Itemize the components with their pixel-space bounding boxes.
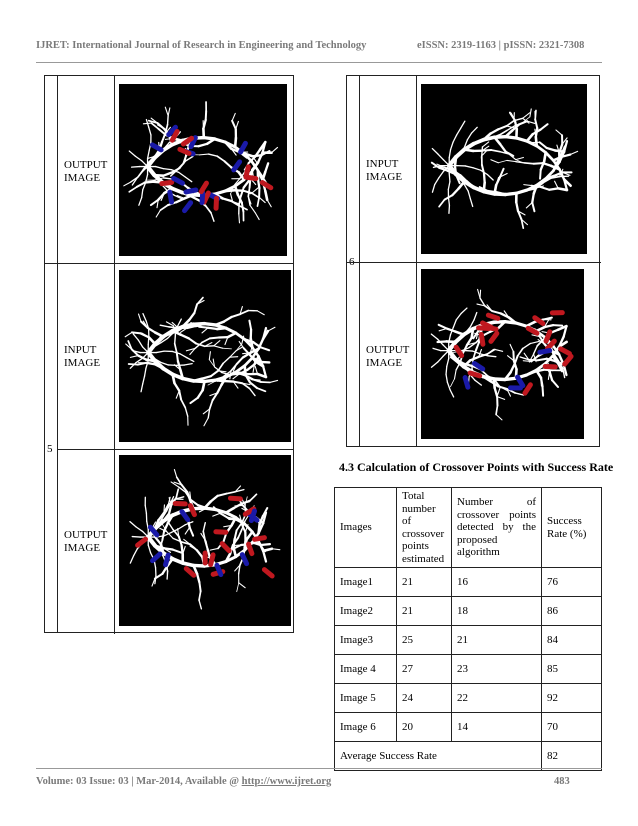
right-image-table [346,75,600,447]
row-label: OUTPUT IMAGE [366,344,410,369]
header-success: Success Rate (%) [542,488,602,568]
journal-link[interactable]: http://www.ijret.org [241,776,332,787]
row-number: 5 [47,443,53,455]
table-row: Image 6 20 14 70 [335,713,602,742]
footer-rule [36,768,602,769]
table-header-row [335,488,602,568]
row-label: INPUT IMAGE [64,344,101,369]
row-label: INPUT IMAGE [366,158,403,183]
retina-input-image [421,84,587,254]
average-label: Average Success Rate [335,742,542,771]
row-label: OUTPUT IMAGE [64,159,108,184]
crossover-results-table [334,487,602,771]
retina-output-image [119,455,291,626]
header-detected: Number of crossover points detected by the proposed algorithm [452,488,542,568]
table-row: Image2 21 18 86 [335,597,602,626]
output-image-row [58,449,294,634]
journal-header: IJRET: International Journal of Research in Engineering and Technology [36,40,367,51]
row-number-column [347,76,360,446]
section-title: 4.3 Calculation of Crossover Points with Success Rate [339,460,614,474]
retina-output-image [421,269,584,439]
table-row: Image1 21 16 76 [335,568,602,597]
table-average-row [335,742,602,771]
page-number: 483 [554,776,570,787]
footer-volume: Volume: 03 Issue: 03 | Mar-2014, Available @ http://www.ijret.org [36,776,332,787]
retina-input-image [119,270,291,442]
header-total: Total number of crossover points estimated [397,488,452,568]
retina-output-image [119,84,287,256]
row-number-column [45,76,58,632]
row-label: OUTPUT IMAGE [64,529,108,554]
input-image-row [58,263,294,449]
output-image-row [58,76,294,263]
left-image-table [44,75,294,633]
header-rule [36,62,602,63]
table-row: Image 5 24 22 92 [335,684,602,713]
average-value: 82 [542,742,602,771]
header-images: Images [335,488,397,568]
table-row: Image3 25 21 84 [335,626,602,655]
issn-header: eISSN: 2319-1163 | pISSN: 2321-7308 [417,40,585,51]
table-row: Image 4 27 23 85 [335,655,602,684]
